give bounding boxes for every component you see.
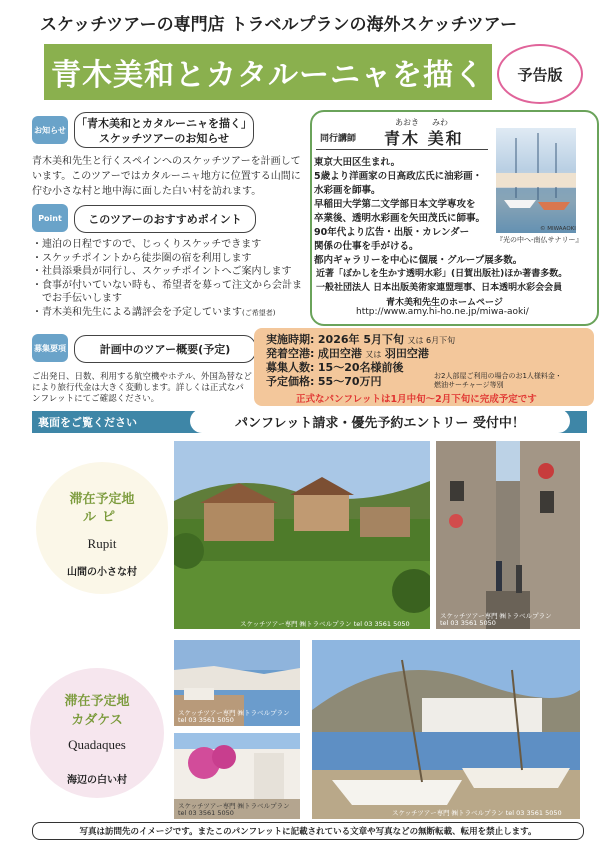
rupit-kicker: 滞在予定地 (69, 492, 135, 507)
quadaques-name-en: Quadaques (68, 737, 126, 752)
photo-caption: スケッチツアー専門 ㈱トラベルプラン (178, 802, 290, 810)
overview-label: 発着空港: (266, 347, 315, 360)
points-list (32, 238, 310, 320)
preview-badge: 予告版 (497, 44, 583, 104)
overview-row-price (266, 375, 382, 389)
quadaques-kicker: 滞在予定地 (64, 694, 130, 709)
photo-caption: スケッチツアー専門 ㈱トラベルプラン (178, 709, 290, 717)
overview-row-period (266, 333, 455, 348)
list-item: ・ スケッチポイントから徒歩圏の宿を利用します (32, 252, 310, 266)
overview-label: 募集人数: (266, 361, 315, 374)
guide-painting (496, 128, 576, 233)
overview-small: 又は (365, 350, 382, 359)
notice-tag: お知らせ (32, 116, 68, 144)
guide-membership: 一般社団法人 日本出版美術家連盟理事、日本透明水彩会会員 (316, 283, 563, 293)
painting-illustration (496, 128, 576, 233)
overview-small: 又は 6月下旬 (407, 336, 456, 345)
bio-line: 90年代より広告・出版・カレンダー (314, 227, 470, 238)
notice-paragraph: 青木美和先生と行くスペインへのスケッチツアーを計画しています。このツアーではカタルーニャ地方に位置する山間に佇む小さな村と地中海に面した白い村を訪れます。 (32, 156, 301, 197)
overview-note: 正式なパンフレットは1月中旬～2月下旬に完成予定です (296, 394, 537, 405)
guide-bio-last: 都内ギャラリーを中心に個展・グループ展多数。 (314, 255, 523, 266)
photo-rupit-street (436, 441, 580, 629)
footer-note: 写真は訪問先のイメージです。またこのパンフレットに記載されている文章や写真などの無断転載、転用を禁止します。 (32, 822, 584, 840)
painting-signature: © MIWAAOKI (540, 226, 576, 232)
guide-role: 同行講師 (320, 134, 357, 144)
plan-heading-box: 計画中のツアー概要(予定) (74, 335, 256, 363)
guide-ruby-sei: あおき (395, 118, 419, 127)
banner-left-text: 裏面をご覧ください (38, 416, 137, 429)
list-item-text: 青木美和先生による講評会を予定しています (42, 306, 242, 318)
overview-price-note-line: お2人部屋ご利用の場合のお1人様料金・ (434, 372, 562, 380)
photo-caption-tel: tel 03 3561 5050 (178, 716, 234, 724)
guide-books: 近著「ぼかしを生かす透明水彩」(日賀出版社)ほか著書多数。 (316, 269, 568, 279)
rupit-desc: 山間の小さな村 (67, 567, 137, 578)
rupit-street-illustration (436, 441, 580, 629)
overview-label: 実施時期: (266, 333, 315, 346)
cadaques-beach-illustration (312, 640, 580, 819)
rupit-name-en: Rupit (87, 536, 117, 551)
rupit-name-jp: ルピ (82, 510, 121, 525)
overview-price-note (434, 372, 562, 390)
plan-paragraph: ご出発日、日数、利用する航空機やホテル、外国為替などにより旅行代金は大きく変動します。詳しくは正式なパンフレットにてご確認ください。 (32, 372, 252, 404)
overview-value: 55～70万円 (317, 375, 382, 388)
homepage-label: 青木美和先生のホームページ (386, 298, 503, 308)
bio-line: 関係の仕事を手がける。 (314, 241, 419, 252)
photo-rupit-village (174, 441, 430, 629)
banner-right-text[interactable]: パンフレット請求・優先予約エントリー 受付中！ (190, 409, 570, 433)
photo-caption: スケッチツアー専門 ㈱トラベルプラン tel 03 3561 5050 (240, 620, 410, 628)
photo-cadaques-alley (174, 733, 300, 819)
overview-row-airport (266, 347, 429, 362)
quadaques-name-jp: カダケス (71, 713, 123, 728)
list-item: ・ 社員添乗員が同行し、スケッチポイントへご案内します (32, 265, 310, 279)
guide-divider (316, 149, 488, 150)
notice-heading-box (74, 112, 254, 148)
point-tag: Point (32, 204, 68, 232)
points-heading-box: このツアーのおすすめポイント (74, 205, 256, 233)
rupit-village-illustration (174, 441, 430, 629)
photo-caption-tel: tel 03 3561 5050 (178, 809, 234, 817)
list-item: ・ 食事が付いていない時も、希望者を募って注文から会計までお手伝いします (32, 279, 310, 306)
photo-caption: スケッチツアー専門 ㈱トラベルプラン tel 03 3561 5050 (392, 809, 562, 817)
overview-price-note-line: 燃油サーチャージ等別 (434, 381, 504, 389)
guide-name: 青木 美和 (384, 129, 464, 148)
homepage-link[interactable]: http://www.amy.hi-ho.ne.jp/miwa-aoki/ (356, 307, 529, 317)
overview-value: 15～20名様前後 (317, 361, 404, 374)
list-item (32, 306, 310, 321)
kicker-line: スケッチツアーの専門店 トラベルプランの海外スケッチツアー (40, 15, 518, 35)
quadaques-desc: 海辺の白い村 (67, 775, 127, 786)
bio-line: 早稲田大学第二文学部日本文学専攻を (314, 199, 476, 210)
overview-label: 予定価格: (266, 375, 315, 388)
overview-value: 2026年 5月下旬 (317, 333, 405, 346)
bio-line: 卒業後、透明水彩画を矢田茂氏に師事。 (314, 213, 486, 224)
bio-line: 東京大田区生まれ。 (314, 157, 401, 168)
guide-bio (314, 156, 496, 254)
bio-line: 5歳より洋画家の日高政広氏に油彩画・ (314, 171, 483, 182)
photo-caption-tel: tel 03 3561 5050 (440, 619, 496, 627)
notice-heading-line1: 「青木美和とカタルーニャを描く」 (76, 117, 252, 130)
plan-tag: 募集要項 (32, 334, 68, 362)
overview-value: 羽田空港 (384, 347, 429, 360)
guide-ruby-mei: みわ (432, 118, 448, 127)
notice-heading-line2: スケッチツアーのお知らせ (98, 132, 230, 145)
overview-value: 成田空港 (317, 347, 362, 360)
overview-row-capacity (266, 361, 404, 375)
bio-line: 水彩画を師事。 (314, 185, 381, 196)
photo-cadaques-beach (312, 640, 580, 819)
list-item: ・ 連泊の日程ですので、じっくりスケッチできます (32, 238, 310, 252)
list-item-note: (ご希望者) (242, 308, 276, 317)
photo-cadaques-harbor (174, 640, 300, 726)
photo-caption: スケッチツアー専門 ㈱トラベルプラン (440, 612, 552, 620)
painting-caption: 『光の中へ-南仏サナリー』 (496, 236, 583, 244)
page-title: 青木美和とカタルーニャを描く (44, 44, 492, 100)
